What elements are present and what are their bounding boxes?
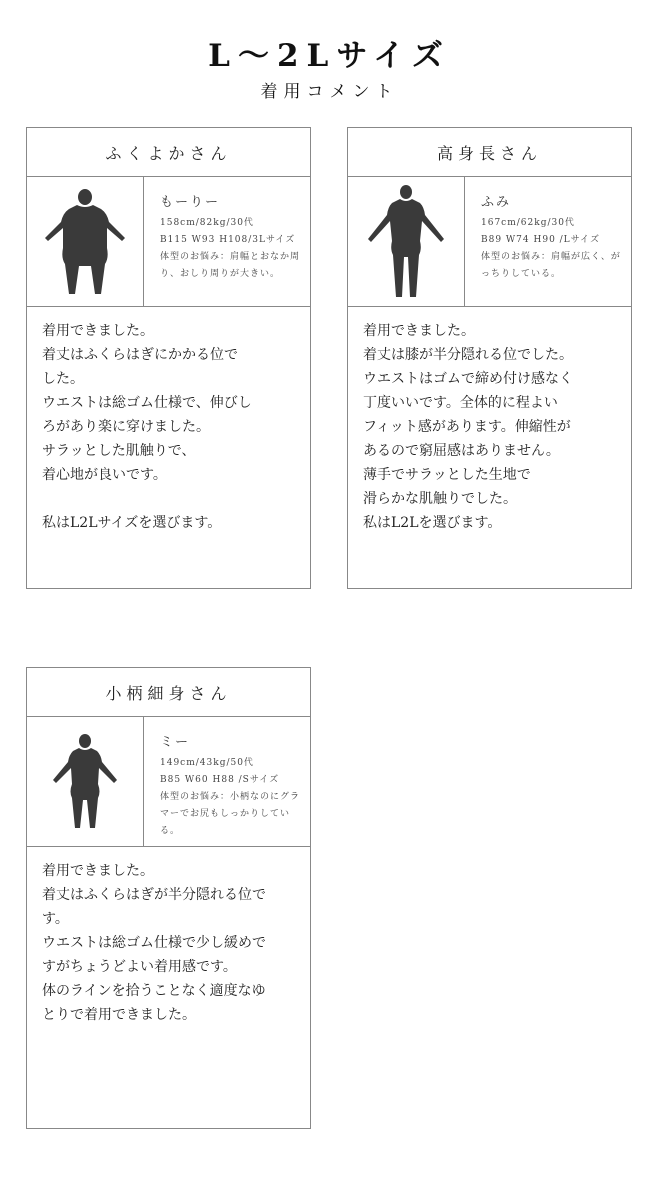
page-subtitle: 着用コメント	[260, 82, 399, 102]
comment-line: 着丈はふくらはぎにかかる位で	[42, 347, 238, 363]
comment-line: 着丈は膝が半分隠れる位でした。	[363, 347, 573, 363]
comment-line	[42, 487, 300, 511]
comment-line: 私はL2Lを選びます。	[363, 515, 502, 531]
comment-line: ウエストは総ゴム仕様で少し緩めで	[42, 935, 266, 951]
wearing-comment	[27, 307, 310, 535]
model-measurements: B89 W74 H90 /Lサイズ	[481, 235, 600, 245]
body-silhouette-icon	[50, 732, 120, 832]
model-stats: 158cm/82kg/30代	[160, 218, 254, 228]
comment-line: ろがあり楽に穿けました。	[42, 419, 210, 435]
card-heading: 高身長さん	[348, 128, 631, 177]
comment-line: 体のラインを拾うことなく適度なゆ	[42, 983, 266, 999]
model-name: もーりー	[160, 195, 221, 210]
comment-line: 着用できました。	[42, 863, 154, 879]
model-card-tall	[347, 127, 632, 589]
comment-line: 滑らかな肌触りでした。	[363, 491, 517, 507]
model-name: ミー	[160, 735, 191, 750]
model-card-petite	[26, 667, 311, 1129]
comment-line: す。	[42, 911, 69, 927]
model-worry: 体型のお悩み：肩幅が広く、がっちりしている。	[481, 252, 621, 279]
model-name: ふみ	[481, 195, 512, 210]
model-worry: 体型のお悩み：肩幅とおなか周り、おしり周りが大きい。	[160, 252, 301, 279]
body-silhouette-icon	[364, 183, 448, 301]
comment-line: ウエストは総ゴム仕様で、伸びし	[42, 395, 252, 411]
model-info	[144, 177, 310, 306]
comment-line: フィット感があります。伸縮性が	[363, 419, 571, 435]
comment-line: した。	[42, 371, 84, 387]
model-measurements: B85 W60 H88 /Sサイズ	[160, 775, 280, 785]
model-profile	[27, 717, 310, 847]
model-worry: 体型のお悩み：小柄なのにグラマーでお尻もしっかりしている。	[160, 792, 301, 836]
model-measurements: B115 W93 H108/3Lサイズ	[160, 235, 296, 245]
card-heading: ふくよかさん	[27, 128, 310, 177]
card-heading: 小柄細身さん	[27, 668, 310, 717]
model-stats: 167cm/62kg/30代	[481, 218, 575, 228]
model-info	[144, 717, 310, 846]
comment-line: 着丈はふくらはぎが半分隠れる位で	[42, 887, 266, 903]
model-card-plump	[26, 127, 311, 589]
page-title: L～2Lサイズ	[208, 38, 451, 74]
model-stats: 149cm/43kg/50代	[160, 758, 254, 768]
comment-line: すがちょうどよい着用感です。	[42, 959, 237, 975]
comment-line: 薄手でサラッとした生地で	[363, 467, 531, 483]
model-info	[465, 177, 631, 306]
comment-line: あるので窮屈感はありません。	[363, 443, 560, 459]
wearing-comment	[348, 307, 631, 535]
figure-cell	[348, 177, 465, 306]
comment-line: ウエストはゴムで締め付け感なく	[363, 371, 573, 387]
figure-cell	[27, 177, 144, 306]
comment-line: 私はL2Lサイズを選びます。	[42, 515, 222, 531]
wearing-comment	[27, 847, 310, 1027]
body-silhouette-icon	[43, 186, 127, 298]
comment-line: 丁度いいです。全体的に程よい	[363, 395, 558, 411]
figure-cell	[27, 717, 144, 846]
comment-line: とりで着用できました。	[42, 1007, 196, 1023]
model-profile	[348, 177, 631, 307]
comment-line: 着用できました。	[42, 323, 154, 339]
model-profile	[27, 177, 310, 307]
comment-line: 着心地が良いです。	[42, 467, 167, 483]
comment-line: サラッとした肌触りで、	[42, 443, 196, 459]
comment-line: 着用できました。	[363, 323, 475, 339]
